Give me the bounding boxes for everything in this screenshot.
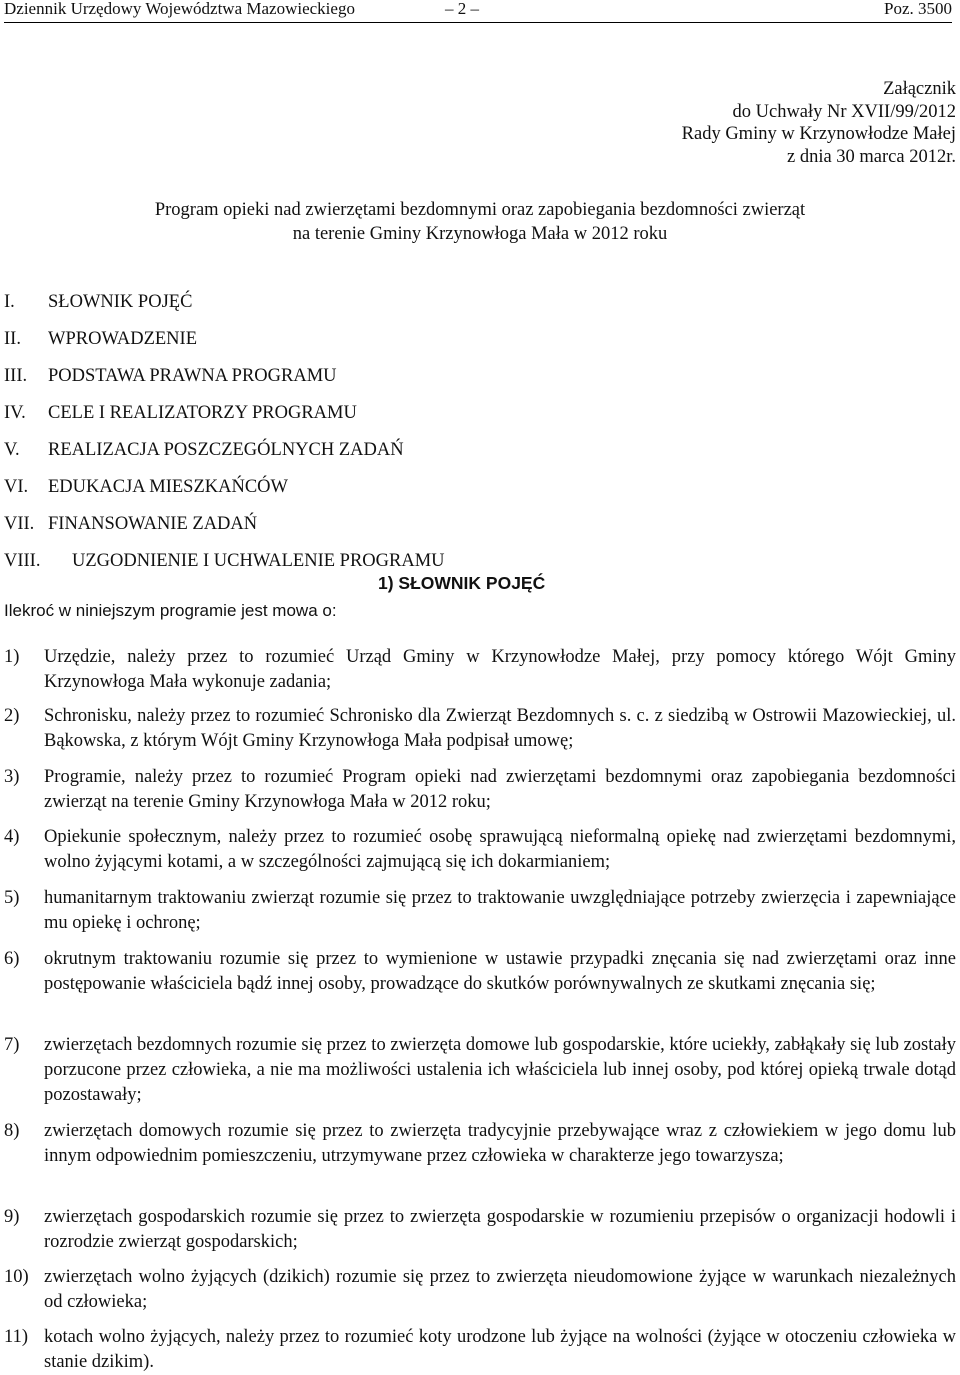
definition-number: 6): [4, 949, 20, 969]
toc-number: VIII.: [4, 551, 41, 571]
definition-text: zwierzętach domowych rozumie się przez to zwierzęta tradycyjnie przebywające wraz z człowiekiem w jego domu lub innym odpowiednim pomieszczeniu, utrzymywane przez człowieka w charakterze jego towarzysza;: [44, 1121, 956, 1166]
section-heading: 1) SŁOWNIK POJĘĆ: [378, 573, 546, 593]
definition-item: [4, 886, 956, 936]
definition-number: 4): [4, 827, 20, 847]
definition-text: zwierzętach gospodarskich rozumie się przez to zwierzęta gospodarskie w rozumieniu przepisów o organizacji hodowli i rozrodzie zwierząt gospodarskich;: [44, 1207, 956, 1252]
toc-label: WPROWADZENIE: [48, 329, 198, 349]
definition-number: 8): [4, 1121, 20, 1141]
definition-item: [4, 765, 956, 815]
definition-number: 9): [4, 1207, 20, 1227]
definition-item: [4, 704, 956, 754]
annex-block: [682, 78, 956, 168]
toc-number: II.: [4, 329, 21, 349]
page-number: – 2 –: [445, 0, 479, 18]
toc-item: [4, 543, 445, 580]
definition-text: Schronisku, należy przez to rozumieć Schronisko dla Zwierząt Bezdomnych s. c. z siedzibą w Ostrowii Mazowieckiej, ul. Bąkowska, z którym Wójt Gminy Krzynowłoga Mała podpisał umowę;: [44, 706, 956, 751]
toc-label: EDUKACJA MIESZKAŃCÓW: [48, 477, 288, 497]
toc-label: UZGODNIENIE I UCHWALENIE PROGRAMU: [72, 551, 445, 571]
program-title-line: Program opieki nad zwierzętami bezdomnymi oraz zapobiegania bezdomności zwierząt: [154, 200, 806, 220]
program-title-line: na terenie Gminy Krzynowłoga Mała w 2012 roku: [292, 223, 668, 244]
toc-item: [4, 432, 404, 469]
definition-text: okrutnym traktowaniu rozumie się przez to wymienione w ustawie przypadki znęcania się nad zwierzętami oraz inne postępowanie właściciela bądź innej osoby, prowadzące do skutków porównywalnych ze skutkami znęcania się;: [44, 949, 956, 994]
toc-number: VII.: [4, 514, 35, 534]
page-header: [4, 0, 952, 23]
definition-item: [4, 825, 956, 875]
toc-label: REALIZACJA POSZCZEGÓLNYCH ZADAŃ: [48, 440, 404, 460]
toc-number: I.: [4, 292, 15, 312]
toc-item: [4, 469, 288, 506]
toc-item: [4, 358, 337, 395]
definition-text: Programie, należy przez to rozumieć Program opieki nad zwierzętami bezdomnymi oraz zapobiegania bezdomności zwierząt na terenie Gminy Krzynowłoga Mała w 2012 roku;: [44, 767, 956, 812]
toc-item: [4, 395, 357, 432]
toc-label: PODSTAWA PRAWNA PROGRAMU: [48, 366, 337, 386]
definition-item: [4, 1033, 956, 1108]
toc-number: IV.: [4, 403, 26, 423]
definition-number: 1): [4, 647, 20, 667]
definition-item: [4, 1325, 956, 1375]
toc-item: [4, 506, 258, 543]
toc-item: [4, 284, 193, 321]
definition-text: zwierzętach wolno żyjących (dzikich) rozumie się przez to zwierzęta nieudomowione żyjące w warunkach niezależnych od człowieka;: [44, 1267, 956, 1312]
annex-line: z dnia 30 marca 2012r.: [786, 146, 956, 167]
definition-item: [4, 1119, 956, 1169]
toc-label: CELE I REALIZATORZY PROGRAMU: [48, 403, 357, 423]
program-title: [0, 199, 960, 246]
definition-item: [4, 1205, 956, 1255]
journal-name: Dziennik Urzędowy Województwa Mazowieckiego: [4, 0, 355, 18]
table-of-contents: [4, 284, 445, 580]
definition-number: 3): [4, 767, 20, 787]
section-intro: Ilekroć w niniejszym programie jest mowa o:: [4, 601, 337, 620]
definition-item: [4, 1265, 956, 1315]
toc-item: [4, 321, 198, 358]
definition-number: 11): [4, 1327, 28, 1347]
definition-text: Urzędzie, należy przez to rozumieć Urząd Gminy w Krzynowłodze Małej, przy pomocy którego Wójt Gminy Krzynowłoga Mała wykonuje zadania;: [44, 647, 956, 692]
definition-text: zwierzętach bezdomnych rozumie się przez to zwierzęta domowe lub gospodarskie, które uciekły, zabłąkały się lub zostały porzucone przez człowieka, a nie ma możliwości ustalenia ich właściciela lub innej osoby, pod której opieką trwale dotąd pozostawały;: [44, 1035, 956, 1105]
annex-line: Załącznik: [883, 79, 956, 99]
definition-text: humanitarnym traktowaniu zwierząt rozumie się przez to traktowanie uwzględniające potrzeby zwierzęcia i zapewniające mu opiekę i ochronę;: [44, 888, 956, 933]
toc-label: SŁOWNIK POJĘĆ: [48, 292, 193, 312]
toc-number: V.: [4, 440, 20, 460]
annex-line: do Uchwały Nr XVII/99/2012: [732, 101, 956, 122]
definition-text: Opiekunie społecznym, należy przez to rozumieć osobę sprawującą nieformalną opiekę nad zwierzętami bezdomnymi, wolno żyjącymi kotami, a w szczególności zajmującą się ich dokarmianiem;: [44, 827, 956, 872]
toc-number: III.: [4, 366, 28, 386]
position-number: Poz. 3500: [884, 0, 952, 18]
annex-line: Rady Gminy w Krzynowłodze Małej: [681, 124, 956, 144]
toc-label: FINANSOWANIE ZADAŃ: [48, 514, 258, 534]
definition-item: [4, 947, 956, 997]
definition-number: 10): [4, 1267, 29, 1287]
definition-number: 5): [4, 888, 20, 908]
definition-number: 7): [4, 1035, 20, 1055]
definition-item: [4, 645, 956, 695]
definition-number: 2): [4, 706, 20, 726]
toc-number: VI.: [4, 477, 29, 497]
definition-text: kotach wolno żyjących, należy przez to rozumieć koty urodzone lub żyjące na wolności (żyjące w otoczeniu człowieka w stanie dzikim).: [44, 1327, 956, 1372]
